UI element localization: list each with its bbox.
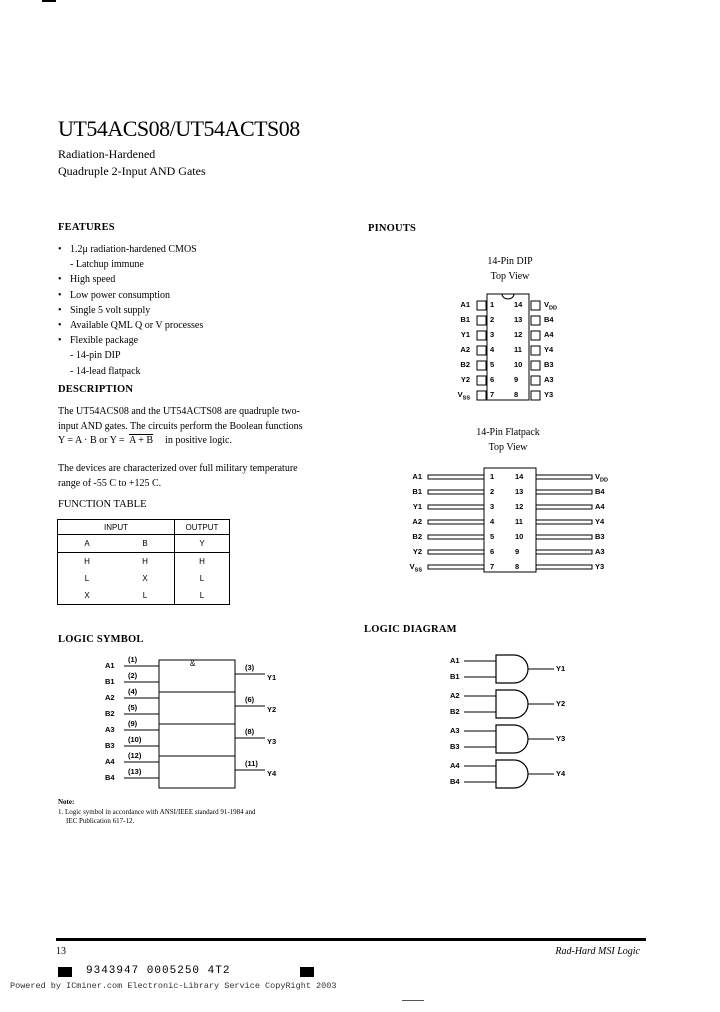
flatpack-pin-name: B3 [595,532,605,541]
flatpack-pin-name: Y1 [412,502,422,511]
powered-by: Powered by ICminer.com Electronic-Library Service CopyRight 2003 [10,981,337,991]
logic-symbol-input-pin: (10) [128,735,142,744]
list-item: • Low power consumption [58,289,170,301]
description-heading: DESCRIPTION [58,384,134,395]
dip-pin-number: 10 [514,360,523,369]
and-gate [496,760,528,788]
dip-pin-number: 4 [490,345,495,354]
dip-pin-number: 12 [514,330,523,339]
and-gate [496,690,528,718]
dip-pad [531,331,540,340]
logic-diagram-output-name: Y2 [556,699,566,708]
flatpack-pin-name: B2 [412,532,422,541]
logic-symbol-input-pin: (2) [128,671,138,680]
dip-view: Top View [490,271,530,282]
dip-pin-name: $V_{SS}$ [457,390,470,402]
table-cell: H [84,557,90,566]
logic-diagram-output-name: Y4 [556,769,566,778]
flatpack-pin-name: Y2 [412,547,422,556]
dip-pad [531,346,540,355]
logic-symbol-output-pin: (6) [245,695,255,704]
logic-symbol-input-pin: (1) [128,655,138,664]
boolean-overbar: A + B [129,435,154,446]
table-cell: L [116,587,175,605]
subtitle-line-1: Radiation-Hardened [58,147,156,161]
logic-symbol-input-name: B4 [105,773,115,782]
flatpack-pin-number: 1 [490,472,495,481]
flatpack-lead [428,565,484,569]
flatpack-lead [536,505,592,509]
dip-pad [531,301,540,310]
note-line-1: 1. Logic symbol in accordance with ANSI/IEEE standard 91-1984 and [58,808,256,816]
logic-diagram-input-name: B2 [450,707,460,716]
scan-mark [42,0,56,2]
flatpack-lead [536,535,592,539]
logic-symbol-heading: LOGIC SYMBOL [58,634,144,645]
description-paragraph-2 [58,462,298,491]
flatpack-pin-name: A4 [595,502,605,511]
flatpack-pin-number: 2 [490,487,495,496]
dip-pad [477,391,486,400]
description-line: The devices are characterized over full military temperature [58,463,298,474]
dip-pin-name: Y2 [460,375,470,384]
flatpack-lead [536,550,592,554]
flatpack-lead [428,475,484,479]
footer-rule [56,938,646,941]
dip-pin-number: 11 [514,345,522,354]
flatpack-pin-number: 8 [515,562,520,571]
table-header-cell: Y [199,539,205,548]
flatpack-pin-number: 12 [515,502,524,511]
flatpack-lead [536,565,592,569]
description-line: input AND gates. The circuits perform the Boolean functions [58,420,303,432]
scan-mark-bottom [402,1000,424,1001]
table-cell: H [199,557,205,566]
dip-pin-number: 3 [490,330,495,339]
list-item: - Latchup immune [70,259,144,271]
table-row [58,553,230,571]
logic-symbol-input-name: B2 [105,709,115,718]
description-paragraph-1 [58,405,302,449]
logic-diagram-heading: LOGIC DIAGRAM [364,624,457,635]
dip-pin-name: B1 [460,315,470,324]
flatpack-pin-number: 13 [515,487,524,496]
dip-pad [477,376,486,385]
flatpack-lead [428,505,484,509]
dip-pin-number: 6 [490,375,495,384]
scan-code: 9343947 0005250 4T2 [86,965,231,977]
logic-symbol-input-name: A2 [105,693,115,702]
flatpack-pin-name: $V_{SS}$ [409,562,422,574]
logic-symbol-output-name: Y4 [267,769,277,778]
features-list [58,242,203,379]
logic-symbol-input-pin: (4) [128,687,138,696]
dip-title: 14-Pin DIP [487,256,533,267]
and-gate [496,725,528,753]
table-cell: X [84,591,90,600]
logic-symbol-input-pin: (5) [128,703,138,712]
logic-diagram-input-name: B3 [450,742,460,751]
logic-symbol-input-name: A1 [105,661,115,670]
logic-symbol-input-pin: (9) [128,719,138,728]
flatpack-pin-number: 9 [515,547,520,556]
flatpack-pin-number: 5 [490,532,495,541]
dip-pin-name: B2 [460,360,470,369]
logic-diagram-output-name: Y3 [556,734,566,743]
table-cell: H [116,553,175,571]
dip-pad [531,376,540,385]
dip-pad [531,361,540,370]
description-line: The UT54ACS08 and the UT54ACTS08 are quadruple two- [58,406,300,417]
list-item: • Flexible package [58,335,139,347]
dip-pin-name: A2 [460,345,470,354]
note-heading: Note: [58,798,75,806]
table-row [58,570,230,587]
logic-symbol-output-pin: (3) [245,663,255,672]
logic-symbol-input-name: B1 [105,677,115,686]
dip-pad [477,361,486,370]
dip-pin-name: Y3 [544,390,554,399]
logic-symbol-input-name: A3 [105,725,115,734]
logic-diagram-input-name: B1 [450,672,460,681]
page-number: 13 [56,946,66,957]
logic-diagram-input-name: A1 [450,656,460,665]
dip-pin-number: 1 [490,300,495,309]
dip-pin-number: 14 [514,300,523,309]
footer-section: Rad-Hard MSI Logic [555,946,640,957]
logic-diagram-input-name: A2 [450,691,460,700]
flatpack-lead [536,475,592,479]
table-cell: L [199,591,205,600]
dip-pin-number: 7 [490,390,495,399]
features-heading: FEATURES [58,222,115,233]
table-row [58,587,230,605]
logic-symbol-output-name: Y1 [267,673,277,682]
flatpack-lead [536,490,592,494]
flatpack-lead [536,520,592,524]
dip-pin-name: B3 [544,360,554,369]
flatpack-pin-number: 14 [515,472,524,481]
table-cell: L [84,574,90,583]
and-gate [496,655,528,683]
flatpack-pin-name: B1 [412,487,422,496]
logic-symbol-input-name: A4 [105,757,115,766]
flatpack-pin-name: A2 [412,517,422,526]
note-line-2: IEC Publication 617-12. [66,817,135,825]
logic-symbol-output-pin: (8) [245,727,255,736]
description-line: range of -55 C to +125 C. [58,477,162,489]
dip-pad [531,316,540,325]
list-item: • 1.2μ radiation-hardened CMOS [58,244,197,255]
dip-pin-name: Y1 [460,330,470,339]
logic-symbol-output-name: Y3 [267,737,277,746]
flatpack-pin-name: Y3 [595,562,605,571]
flatpack-lead [428,550,484,554]
flatpack-pin-name: A3 [595,547,605,556]
page-title: UT54ACS08/UT54ACTS08 [58,116,300,141]
dip-pin-name: $V_{DD}$ [544,300,557,312]
pinouts-heading: PINOUTS [368,223,417,234]
logic-diagram-output-name: Y1 [556,664,566,673]
flatpack-pin-number: 11 [515,517,523,526]
scan-block-right [300,967,314,977]
dip-pin-number: 9 [514,375,519,384]
flatpack-pin-number: 6 [490,547,495,556]
list-item: - 14-pin DIP [70,350,121,362]
dip-pin-name: A4 [544,330,554,339]
flatpack-pin-name: B4 [595,487,605,496]
description-line: Y = A · B or Y = A + B in positive logic. [58,435,232,446]
flatpack-14-package [420,466,600,576]
flatpack-view: Top View [488,442,528,453]
flatpack-pin-number: 10 [515,532,524,541]
logic-diagram-input-name: A3 [450,726,460,735]
dip-pad [531,391,540,400]
table-cell: X [116,570,175,587]
flatpack-lead [428,520,484,524]
table-header-cell: A [84,539,90,548]
list-item: • Available QML Q or V processes [58,320,204,332]
function-table-output-group: OUTPUT [185,522,219,532]
table-cell: L [199,574,205,583]
dip-pad [477,331,486,340]
and-symbol: & [190,659,196,668]
table-header-cell: B [116,535,175,553]
logic-symbol-output-name: Y2 [267,705,277,714]
flatpack-pin-number: 7 [490,562,495,571]
flatpack-lead [428,490,484,494]
dip-pin-number: 8 [514,390,519,399]
logic-diagram-input-name: B4 [450,777,460,786]
flatpack-title: 14-Pin Flatpack [476,427,540,438]
dip-pin-number: 2 [490,315,495,324]
logic-symbol-input-pin: (12) [128,751,142,760]
function-table [57,519,230,605]
list-item: • High speed [58,274,116,286]
dip-pin-name: A3 [544,375,554,384]
function-table-input-group: INPUT [58,520,175,535]
flatpack-pin-name: A1 [412,472,422,481]
logic-diagram-input-name: A4 [450,761,460,770]
dip-pin-number: 13 [514,315,523,324]
dip-pin-name: Y4 [544,345,554,354]
flatpack-pin-name: Y4 [595,517,605,526]
logic-diagram [450,652,590,792]
flatpack-pin-number: 3 [490,502,495,511]
dip-pin-name: A1 [460,300,470,309]
flatpack-pin-number: 4 [490,517,495,526]
function-table-heading: FUNCTION TABLE [58,499,147,510]
list-item: • Single 5 volt supply [58,304,151,316]
dip-pin-name: B4 [544,315,554,324]
logic-symbol-input-name: B3 [105,741,115,750]
flatpack-pin-name: $V_{DD}$ [595,472,608,484]
dip-pad [477,301,486,310]
scan-block-left [58,967,72,977]
dip-pin-number: 5 [490,360,495,369]
list-item: - 14-lead flatpack [70,365,141,377]
flatpack-lead [428,535,484,539]
dip-pad [477,316,486,325]
dip-pad [477,346,486,355]
logic-symbol-input-pin: (13) [128,767,142,776]
logic-symbol-output-pin: (11) [245,759,258,768]
subtitle-line-2: Quadruple 2-Input AND Gates [58,164,206,178]
